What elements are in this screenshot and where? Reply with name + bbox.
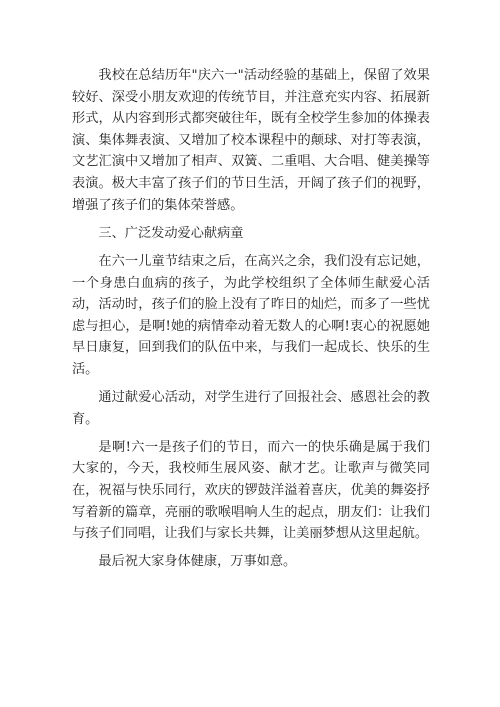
paragraph-closing-wishes: 最后祝大家身体健康，万事如意。 (98, 554, 297, 570)
document-body (72, 65, 430, 580)
section-heading-charity: 三、广泛发动爱心献病童 (98, 225, 244, 241)
paragraph-festival-summary: 我校在总结历年"庆六一"活动经验的基础上，保留了效果较好、深受小朋友欢迎的传统节目，并注意充实内容、拓展新形式，从内容到形式都突破往年，既有全校学生参加的体操表演、集体舞表演、又增加了校本课程中的颠球、对打等表演，文艺汇演中又增加了相声、双簧、二重唱、大合唱、健美操等表演。极大丰富了孩子们的节日生活，开阔了孩子们的视野，增强了孩子们的集体荣誉感。 (72, 68, 430, 213)
paragraph-gratitude-education: 通过献爱心活动，对学生进行了回报社会、感恩社会的教育。 (72, 390, 430, 427)
paragraph-charity-activity: 在六一儿童节结束之后，在高兴之余，我们没有忘记她，一个身患白血病的孩子，为此学校组织了全体师生献爱心活动，活动时，孩子们的脸上没有了昨日的灿烂，而多了一些忧虑与担心，是啊!她的病情牵动着无数人的心啊!衷心的祝愿她早日康复，回到我们的队伍中来，与我们一起成长、快乐的生活。 (72, 253, 430, 377)
paragraph-celebration: 是啊!六一是孩子们的节日，而六一的快乐确是属于我们大家的，今天，我校师生展风姿、献才艺。让歌声与微笑同在，祝福与快乐同行，欢庆的锣鼓洋溢着喜庆，优美的舞姿抒写着新的篇章，亮丽的歌喉唱响人生的起点，朋友们：让我们与孩子们同唱，让我们与家长共舞，让美丽梦想从这里起航。 (72, 439, 430, 542)
